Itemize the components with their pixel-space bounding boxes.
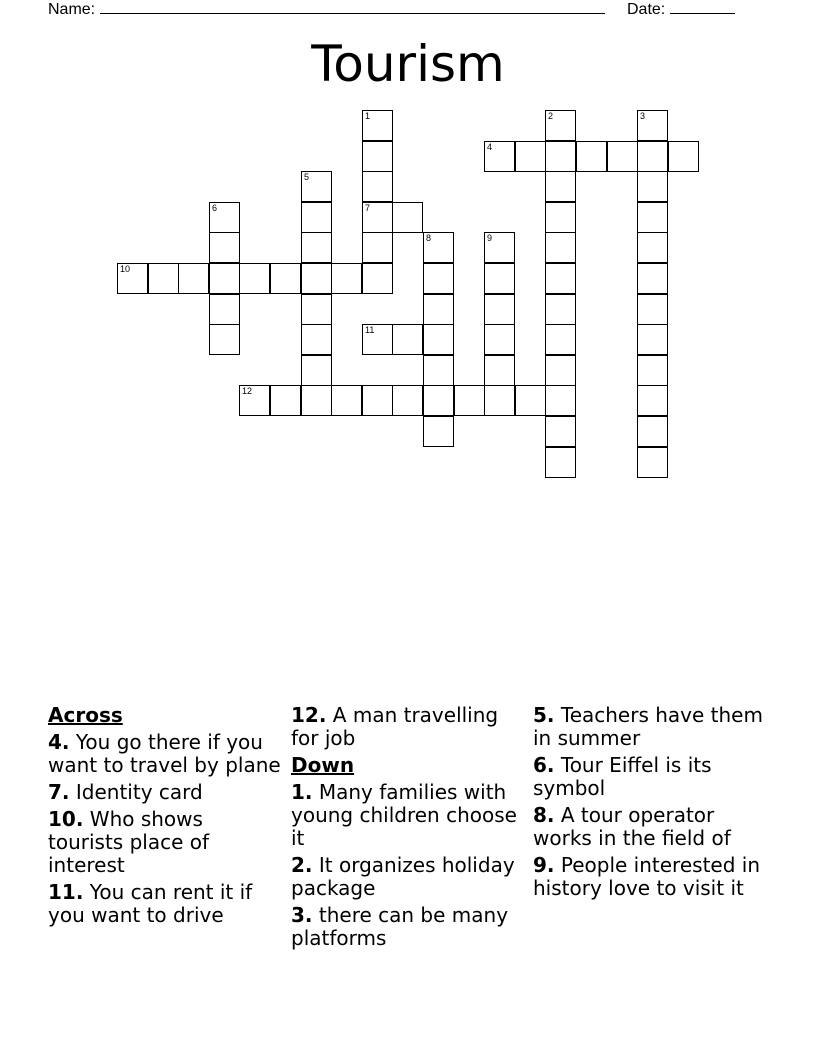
grid-cell[interactable] bbox=[637, 324, 668, 355]
clue-text: Many families with young children choose it bbox=[291, 780, 517, 850]
grid-cell[interactable] bbox=[178, 263, 209, 294]
clue-text: It organizes holiday package bbox=[291, 853, 515, 900]
name-line[interactable] bbox=[100, 0, 605, 14]
grid-cell[interactable] bbox=[515, 141, 546, 172]
grid-cell[interactable] bbox=[423, 324, 454, 355]
grid-cell[interactable] bbox=[117, 263, 148, 294]
grid-cell[interactable] bbox=[637, 355, 668, 386]
clue-column-1 bbox=[48, 704, 283, 931]
grid-cell[interactable] bbox=[545, 416, 576, 447]
clue-number-label: 9. bbox=[533, 853, 555, 877]
grid-cell[interactable] bbox=[545, 171, 576, 202]
grid-cell[interactable] bbox=[301, 355, 332, 386]
grid-cell[interactable] bbox=[637, 171, 668, 202]
grid-cell[interactable] bbox=[209, 232, 240, 263]
grid-cell[interactable] bbox=[637, 141, 668, 172]
across-heading: Across bbox=[48, 703, 123, 727]
grid-cell[interactable] bbox=[301, 171, 332, 202]
clue-number-label: 2. bbox=[291, 853, 313, 877]
clue-item bbox=[48, 781, 283, 804]
grid-cell[interactable] bbox=[484, 355, 515, 386]
grid-cell[interactable] bbox=[301, 324, 332, 355]
grid-cell[interactable] bbox=[545, 141, 576, 172]
clue-number: 5 bbox=[304, 172, 310, 182]
clue-number: 4 bbox=[487, 142, 493, 152]
grid-cell[interactable] bbox=[484, 141, 515, 172]
clue-number: 3 bbox=[640, 111, 646, 121]
grid-cell[interactable] bbox=[362, 171, 393, 202]
grid-cell[interactable] bbox=[301, 263, 332, 294]
clue-item bbox=[291, 704, 526, 750]
grid-cell[interactable] bbox=[637, 263, 668, 294]
grid-cell[interactable] bbox=[423, 263, 454, 294]
clue-number-label: 5. bbox=[533, 703, 555, 727]
clue-number-label: 10. bbox=[48, 807, 84, 831]
clue-text: Who shows tourists place of interest bbox=[48, 807, 210, 877]
grid-cell[interactable] bbox=[545, 324, 576, 355]
date-line[interactable] bbox=[670, 0, 735, 14]
grid-cell[interactable] bbox=[545, 447, 576, 478]
name-field bbox=[48, 0, 605, 19]
grid-cell[interactable] bbox=[637, 294, 668, 325]
grid-cell[interactable] bbox=[545, 263, 576, 294]
clue-number: 11 bbox=[365, 325, 375, 335]
clue-item bbox=[291, 854, 526, 900]
grid-cell[interactable] bbox=[484, 324, 515, 355]
grid-cell[interactable] bbox=[148, 263, 179, 294]
grid-cell[interactable] bbox=[301, 385, 332, 416]
grid-cell[interactable] bbox=[637, 416, 668, 447]
grid-cell[interactable] bbox=[362, 141, 393, 172]
grid-cell[interactable] bbox=[545, 294, 576, 325]
grid-cell[interactable] bbox=[331, 263, 362, 294]
grid-cell[interactable] bbox=[423, 355, 454, 386]
grid-cell[interactable] bbox=[454, 385, 485, 416]
grid-cell[interactable] bbox=[423, 232, 454, 263]
grid-cell[interactable] bbox=[301, 294, 332, 325]
grid-cell[interactable] bbox=[637, 110, 668, 141]
clue-column-2 bbox=[291, 704, 526, 954]
clue-number: 12 bbox=[242, 386, 253, 396]
grid-cell[interactable] bbox=[515, 385, 546, 416]
grid-cell[interactable] bbox=[362, 110, 393, 141]
clue-item bbox=[533, 854, 768, 900]
clue-number: 10 bbox=[120, 264, 131, 274]
clue-text: People interested in history love to visit it bbox=[533, 853, 760, 900]
clue-number: 9 bbox=[487, 233, 493, 243]
clue-text: Identity card bbox=[69, 780, 203, 804]
clue-column-3 bbox=[533, 704, 768, 904]
grid-cell[interactable] bbox=[576, 141, 607, 172]
clue-text: Tour Eiffel is its symbol bbox=[533, 753, 712, 800]
grid-cell[interactable] bbox=[484, 232, 515, 263]
grid-cell[interactable] bbox=[423, 385, 454, 416]
grid-cell[interactable] bbox=[209, 294, 240, 325]
clue-number: 2 bbox=[548, 111, 554, 121]
grid-cell[interactable] bbox=[362, 263, 393, 294]
clue-number-label: 12. bbox=[291, 703, 327, 727]
grid-cell[interactable] bbox=[545, 385, 576, 416]
grid-cell[interactable] bbox=[301, 232, 332, 263]
grid-cell[interactable] bbox=[484, 294, 515, 325]
clue-number-label: 8. bbox=[533, 803, 555, 827]
grid-cell[interactable] bbox=[637, 232, 668, 263]
grid-cell[interactable] bbox=[239, 263, 270, 294]
grid-cell[interactable] bbox=[209, 202, 240, 233]
clue-number-label: 7. bbox=[48, 780, 70, 804]
grid-cell[interactable] bbox=[270, 385, 301, 416]
clue-text: A man travelling for job bbox=[291, 703, 499, 750]
clue-number: 7 bbox=[365, 203, 371, 213]
clue-item bbox=[48, 881, 283, 927]
grid-cell[interactable] bbox=[637, 202, 668, 233]
grid-cell[interactable] bbox=[239, 385, 270, 416]
grid-cell[interactable] bbox=[209, 263, 240, 294]
clue-text: A tour operator works in the field of bbox=[533, 803, 731, 850]
clue-number: 6 bbox=[212, 203, 218, 213]
grid-cell[interactable] bbox=[301, 202, 332, 233]
grid-cell[interactable] bbox=[331, 385, 362, 416]
grid-cell[interactable] bbox=[392, 324, 423, 355]
page-title: Tourism bbox=[311, 35, 505, 93]
clue-item bbox=[48, 731, 283, 777]
grid-cell[interactable] bbox=[362, 385, 393, 416]
grid-cell[interactable] bbox=[423, 416, 454, 447]
grid-cell[interactable] bbox=[637, 385, 668, 416]
grid-cell[interactable] bbox=[668, 141, 699, 172]
grid-cell[interactable] bbox=[545, 232, 576, 263]
clue-number-label: 6. bbox=[533, 753, 555, 777]
name-label: Name: bbox=[48, 1, 96, 18]
grid-cell[interactable] bbox=[362, 202, 393, 233]
grid-cell[interactable] bbox=[484, 385, 515, 416]
clue-text: Teachers have them in summer bbox=[533, 703, 763, 750]
grid-cell[interactable] bbox=[637, 447, 668, 478]
clue-number-label: 4. bbox=[48, 730, 70, 754]
clue-item bbox=[533, 704, 768, 750]
grid-cell[interactable] bbox=[484, 263, 515, 294]
clue-item bbox=[291, 781, 526, 850]
grid-cell[interactable] bbox=[392, 202, 423, 233]
down-heading: Down bbox=[291, 753, 355, 777]
clue-number-label: 1. bbox=[291, 780, 313, 804]
clue-number: 1 bbox=[365, 111, 371, 121]
date-label: Date: bbox=[627, 1, 666, 18]
clue-item bbox=[533, 804, 768, 850]
grid-cell[interactable] bbox=[362, 232, 393, 263]
clue-item bbox=[291, 904, 526, 950]
clue-number-label: 3. bbox=[291, 903, 313, 927]
grid-cell[interactable] bbox=[545, 355, 576, 386]
grid-cell[interactable] bbox=[209, 324, 240, 355]
grid-cell[interactable] bbox=[607, 141, 638, 172]
clue-text: there can be many platforms bbox=[291, 903, 509, 950]
grid-cell[interactable] bbox=[270, 263, 301, 294]
grid-cell[interactable] bbox=[362, 324, 393, 355]
date-field bbox=[627, 0, 735, 19]
grid-cell[interactable] bbox=[423, 294, 454, 325]
clue-item bbox=[533, 754, 768, 800]
clue-item bbox=[48, 808, 283, 877]
grid-cell[interactable] bbox=[392, 385, 423, 416]
grid-cell[interactable] bbox=[545, 202, 576, 233]
grid-cell[interactable] bbox=[545, 110, 576, 141]
clue-text: You go there if you want to travel by plane bbox=[48, 730, 281, 777]
clue-number-label: 11. bbox=[48, 880, 84, 904]
clue-number: 8 bbox=[426, 233, 432, 243]
clue-text: You can rent it if you want to drive bbox=[48, 880, 253, 927]
